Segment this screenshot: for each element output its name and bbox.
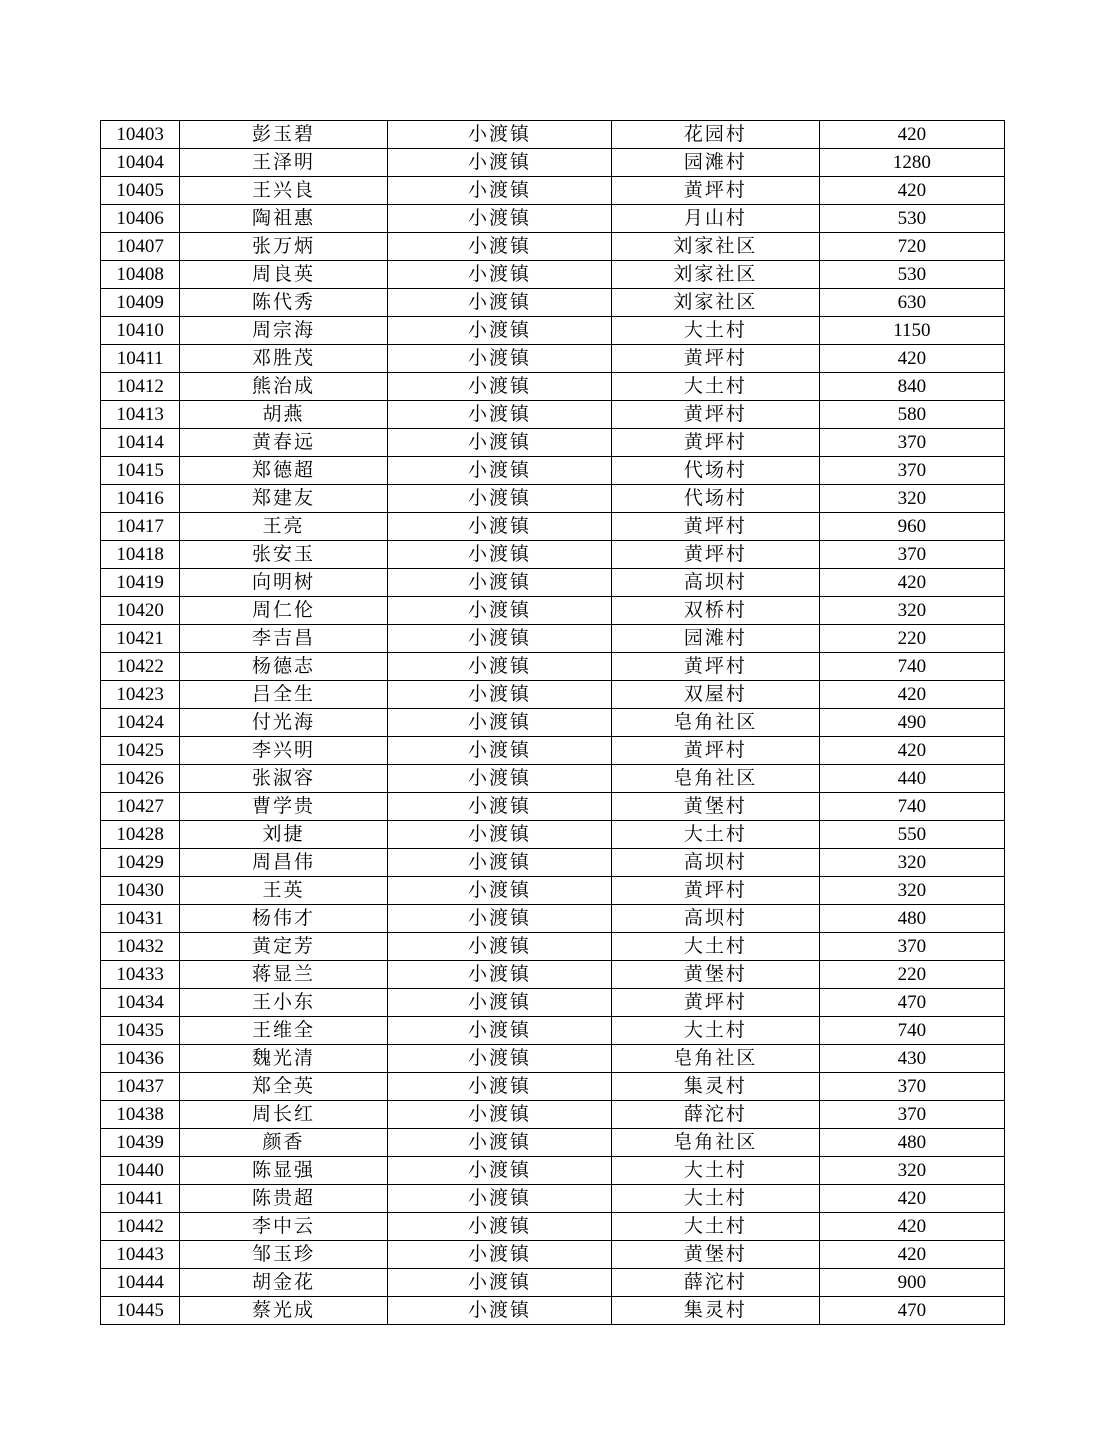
cell-amount: 370 (819, 1073, 1004, 1101)
cell-town: 小渡镇 (387, 933, 611, 961)
cell-name: 杨德志 (180, 653, 388, 681)
cell-village: 黄坪村 (612, 989, 820, 1017)
table-row (101, 1157, 1005, 1185)
cell-id: 10438 (101, 1101, 180, 1129)
cell-village: 黄坪村 (612, 737, 820, 765)
cell-town: 小渡镇 (387, 1185, 611, 1213)
cell-village: 高坝村 (612, 905, 820, 933)
cell-name: 熊治成 (180, 373, 388, 401)
table-row (101, 765, 1005, 793)
cell-town: 小渡镇 (387, 793, 611, 821)
cell-name: 周宗海 (180, 317, 388, 345)
cell-name: 周长红 (180, 1101, 388, 1129)
cell-name: 陶祖惠 (180, 205, 388, 233)
cell-village: 集灵村 (612, 1297, 820, 1325)
table-row (101, 961, 1005, 989)
cell-amount: 440 (819, 765, 1004, 793)
cell-village: 大土村 (612, 1185, 820, 1213)
cell-village: 双桥村 (612, 597, 820, 625)
cell-town: 小渡镇 (387, 149, 611, 177)
cell-id: 10435 (101, 1017, 180, 1045)
cell-id: 10414 (101, 429, 180, 457)
table-row (101, 1017, 1005, 1045)
cell-amount: 320 (819, 485, 1004, 513)
cell-town: 小渡镇 (387, 1157, 611, 1185)
table-row (101, 849, 1005, 877)
cell-id: 10418 (101, 541, 180, 569)
cell-name: 李吉昌 (180, 625, 388, 653)
cell-village: 高坝村 (612, 569, 820, 597)
cell-amount: 320 (819, 1157, 1004, 1185)
cell-amount: 1150 (819, 317, 1004, 345)
cell-village: 大土村 (612, 317, 820, 345)
cell-town: 小渡镇 (387, 401, 611, 429)
cell-name: 付光海 (180, 709, 388, 737)
cell-town: 小渡镇 (387, 737, 611, 765)
cell-town: 小渡镇 (387, 1017, 611, 1045)
table-row (101, 1241, 1005, 1269)
cell-name: 向明树 (180, 569, 388, 597)
table-row (101, 429, 1005, 457)
table-row (101, 625, 1005, 653)
cell-id: 10420 (101, 597, 180, 625)
cell-id: 10404 (101, 149, 180, 177)
table-row (101, 233, 1005, 261)
cell-town: 小渡镇 (387, 317, 611, 345)
cell-amount: 220 (819, 625, 1004, 653)
cell-name: 颜香 (180, 1129, 388, 1157)
cell-town: 小渡镇 (387, 205, 611, 233)
cell-id: 10409 (101, 289, 180, 317)
cell-amount: 470 (819, 989, 1004, 1017)
cell-amount: 550 (819, 821, 1004, 849)
cell-name: 张安玉 (180, 541, 388, 569)
cell-village: 黄坪村 (612, 429, 820, 457)
cell-name: 陈代秀 (180, 289, 388, 317)
cell-id: 10406 (101, 205, 180, 233)
cell-amount: 420 (819, 681, 1004, 709)
cell-id: 10445 (101, 1297, 180, 1325)
cell-village: 代场村 (612, 457, 820, 485)
cell-amount: 370 (819, 541, 1004, 569)
cell-id: 10419 (101, 569, 180, 597)
cell-id: 10444 (101, 1269, 180, 1297)
table-row (101, 457, 1005, 485)
cell-town: 小渡镇 (387, 485, 611, 513)
table-row (101, 177, 1005, 205)
cell-town: 小渡镇 (387, 261, 611, 289)
cell-name: 陈贵超 (180, 1185, 388, 1213)
cell-id: 10413 (101, 401, 180, 429)
cell-id: 10407 (101, 233, 180, 261)
table-row (101, 597, 1005, 625)
cell-village: 黄坪村 (612, 541, 820, 569)
cell-town: 小渡镇 (387, 1241, 611, 1269)
cell-town: 小渡镇 (387, 821, 611, 849)
cell-town: 小渡镇 (387, 457, 611, 485)
cell-name: 吕全生 (180, 681, 388, 709)
cell-name: 王亮 (180, 513, 388, 541)
cell-town: 小渡镇 (387, 177, 611, 205)
cell-amount: 960 (819, 513, 1004, 541)
cell-name: 蔡光成 (180, 1297, 388, 1325)
cell-amount: 320 (819, 597, 1004, 625)
cell-amount: 420 (819, 569, 1004, 597)
cell-amount: 740 (819, 1017, 1004, 1045)
cell-name: 周仁伦 (180, 597, 388, 625)
cell-amount: 420 (819, 1185, 1004, 1213)
cell-amount: 470 (819, 1297, 1004, 1325)
cell-village: 代场村 (612, 485, 820, 513)
cell-amount: 580 (819, 401, 1004, 429)
cell-amount: 420 (819, 1241, 1004, 1269)
cell-id: 10421 (101, 625, 180, 653)
cell-town: 小渡镇 (387, 373, 611, 401)
cell-name: 魏光清 (180, 1045, 388, 1073)
cell-village: 皂角社区 (612, 1045, 820, 1073)
cell-town: 小渡镇 (387, 1045, 611, 1073)
cell-town: 小渡镇 (387, 877, 611, 905)
table-row (101, 1297, 1005, 1325)
cell-village: 大土村 (612, 1017, 820, 1045)
cell-village: 黄坪村 (612, 653, 820, 681)
cell-amount: 420 (819, 1213, 1004, 1241)
cell-id: 10423 (101, 681, 180, 709)
cell-name: 黄定芳 (180, 933, 388, 961)
cell-town: 小渡镇 (387, 653, 611, 681)
cell-village: 大土村 (612, 821, 820, 849)
cell-amount: 370 (819, 457, 1004, 485)
table-row (101, 681, 1005, 709)
cell-amount: 220 (819, 961, 1004, 989)
cell-amount: 370 (819, 1101, 1004, 1129)
cell-town: 小渡镇 (387, 905, 611, 933)
cell-name: 杨伟才 (180, 905, 388, 933)
cell-id: 10426 (101, 765, 180, 793)
cell-name: 彭玉碧 (180, 121, 388, 149)
cell-village: 花园村 (612, 121, 820, 149)
cell-village: 薛沱村 (612, 1269, 820, 1297)
cell-village: 黄堡村 (612, 793, 820, 821)
cell-village: 集灵村 (612, 1073, 820, 1101)
cell-amount: 420 (819, 345, 1004, 373)
cell-id: 10437 (101, 1073, 180, 1101)
cell-id: 10403 (101, 121, 180, 149)
cell-town: 小渡镇 (387, 989, 611, 1017)
cell-amount: 740 (819, 653, 1004, 681)
cell-village: 薛沱村 (612, 1101, 820, 1129)
cell-town: 小渡镇 (387, 1129, 611, 1157)
cell-village: 皂角社区 (612, 709, 820, 737)
table-row (101, 261, 1005, 289)
table-row (101, 485, 1005, 513)
cell-amount: 490 (819, 709, 1004, 737)
cell-id: 10432 (101, 933, 180, 961)
cell-name: 王小东 (180, 989, 388, 1017)
cell-amount: 530 (819, 205, 1004, 233)
table-row (101, 373, 1005, 401)
table-row (101, 933, 1005, 961)
table-row (101, 877, 1005, 905)
cell-village: 刘家社区 (612, 261, 820, 289)
table-row (101, 1185, 1005, 1213)
cell-village: 大土村 (612, 373, 820, 401)
table-row (101, 1045, 1005, 1073)
cell-amount: 370 (819, 429, 1004, 457)
cell-town: 小渡镇 (387, 1213, 611, 1241)
cell-name: 刘捷 (180, 821, 388, 849)
cell-village: 黄坪村 (612, 401, 820, 429)
cell-amount: 530 (819, 261, 1004, 289)
cell-town: 小渡镇 (387, 233, 611, 261)
table-row (101, 1269, 1005, 1297)
table-row (101, 793, 1005, 821)
cell-id: 10434 (101, 989, 180, 1017)
cell-village: 园滩村 (612, 149, 820, 177)
table-row (101, 709, 1005, 737)
cell-amount: 480 (819, 905, 1004, 933)
cell-town: 小渡镇 (387, 765, 611, 793)
cell-town: 小渡镇 (387, 961, 611, 989)
cell-town: 小渡镇 (387, 1297, 611, 1325)
cell-town: 小渡镇 (387, 289, 611, 317)
cell-town: 小渡镇 (387, 625, 611, 653)
cell-amount: 630 (819, 289, 1004, 317)
cell-amount: 430 (819, 1045, 1004, 1073)
cell-id: 10441 (101, 1185, 180, 1213)
cell-town: 小渡镇 (387, 121, 611, 149)
cell-amount: 320 (819, 849, 1004, 877)
table-row (101, 737, 1005, 765)
cell-id: 10425 (101, 737, 180, 765)
cell-name: 李兴明 (180, 737, 388, 765)
cell-id: 10443 (101, 1241, 180, 1269)
cell-name: 郑建友 (180, 485, 388, 513)
cell-amount: 840 (819, 373, 1004, 401)
cell-id: 10428 (101, 821, 180, 849)
cell-village: 黄堡村 (612, 961, 820, 989)
cell-town: 小渡镇 (387, 345, 611, 373)
table-row (101, 1129, 1005, 1157)
table-row (101, 569, 1005, 597)
cell-amount: 420 (819, 121, 1004, 149)
table-row (101, 1213, 1005, 1241)
cell-village: 双屋村 (612, 681, 820, 709)
cell-amount: 1280 (819, 149, 1004, 177)
cell-village: 皂角社区 (612, 1129, 820, 1157)
cell-id: 10431 (101, 905, 180, 933)
cell-village: 大土村 (612, 1157, 820, 1185)
cell-amount: 720 (819, 233, 1004, 261)
cell-name: 王兴良 (180, 177, 388, 205)
cell-name: 张淑容 (180, 765, 388, 793)
cell-village: 皂角社区 (612, 765, 820, 793)
cell-amount: 740 (819, 793, 1004, 821)
cell-name: 王泽明 (180, 149, 388, 177)
table-row (101, 401, 1005, 429)
cell-amount: 420 (819, 737, 1004, 765)
cell-id: 10436 (101, 1045, 180, 1073)
cell-village: 刘家社区 (612, 233, 820, 261)
table-row (101, 541, 1005, 569)
cell-name: 黄春远 (180, 429, 388, 457)
cell-id: 10424 (101, 709, 180, 737)
table-row (101, 289, 1005, 317)
table-row (101, 317, 1005, 345)
cell-name: 王维全 (180, 1017, 388, 1045)
cell-name: 周昌伟 (180, 849, 388, 877)
cell-amount: 420 (819, 177, 1004, 205)
beneficiary-table (100, 120, 1005, 1325)
cell-name: 蒋显兰 (180, 961, 388, 989)
cell-name: 邓胜茂 (180, 345, 388, 373)
cell-id: 10411 (101, 345, 180, 373)
cell-id: 10440 (101, 1157, 180, 1185)
cell-village: 黄堡村 (612, 1241, 820, 1269)
cell-village: 高坝村 (612, 849, 820, 877)
cell-village: 刘家社区 (612, 289, 820, 317)
cell-town: 小渡镇 (387, 1269, 611, 1297)
cell-village: 黄坪村 (612, 513, 820, 541)
cell-village: 黄坪村 (612, 177, 820, 205)
cell-id: 10416 (101, 485, 180, 513)
cell-amount: 370 (819, 933, 1004, 961)
cell-town: 小渡镇 (387, 709, 611, 737)
cell-village: 黄坪村 (612, 345, 820, 373)
cell-name: 胡金花 (180, 1269, 388, 1297)
cell-town: 小渡镇 (387, 513, 611, 541)
cell-village: 园滩村 (612, 625, 820, 653)
cell-id: 10439 (101, 1129, 180, 1157)
table-row (101, 1073, 1005, 1101)
cell-name: 周良英 (180, 261, 388, 289)
cell-id: 10429 (101, 849, 180, 877)
cell-name: 李中云 (180, 1213, 388, 1241)
table-row (101, 905, 1005, 933)
cell-id: 10430 (101, 877, 180, 905)
table-row (101, 121, 1005, 149)
cell-town: 小渡镇 (387, 1073, 611, 1101)
cell-id: 10415 (101, 457, 180, 485)
cell-village: 黄坪村 (612, 877, 820, 905)
cell-name: 张万炳 (180, 233, 388, 261)
cell-village: 大土村 (612, 933, 820, 961)
cell-name: 陈显强 (180, 1157, 388, 1185)
cell-id: 10412 (101, 373, 180, 401)
cell-village: 大土村 (612, 1213, 820, 1241)
cell-id: 10417 (101, 513, 180, 541)
table-row (101, 821, 1005, 849)
cell-town: 小渡镇 (387, 569, 611, 597)
cell-id: 10422 (101, 653, 180, 681)
cell-name: 郑全英 (180, 1073, 388, 1101)
cell-id: 10408 (101, 261, 180, 289)
cell-town: 小渡镇 (387, 1101, 611, 1129)
cell-name: 王英 (180, 877, 388, 905)
cell-id: 10405 (101, 177, 180, 205)
cell-name: 胡燕 (180, 401, 388, 429)
table-body (101, 121, 1005, 1325)
cell-amount: 480 (819, 1129, 1004, 1157)
cell-village: 月山村 (612, 205, 820, 233)
cell-id: 10410 (101, 317, 180, 345)
cell-town: 小渡镇 (387, 541, 611, 569)
cell-id: 10433 (101, 961, 180, 989)
table-row (101, 653, 1005, 681)
cell-town: 小渡镇 (387, 429, 611, 457)
table-row (101, 205, 1005, 233)
cell-amount: 320 (819, 877, 1004, 905)
cell-amount: 900 (819, 1269, 1004, 1297)
cell-town: 小渡镇 (387, 681, 611, 709)
cell-id: 10442 (101, 1213, 180, 1241)
cell-id: 10427 (101, 793, 180, 821)
table-row (101, 149, 1005, 177)
table-row (101, 345, 1005, 373)
table-row (101, 1101, 1005, 1129)
cell-town: 小渡镇 (387, 597, 611, 625)
cell-name: 曹学贵 (180, 793, 388, 821)
table-row (101, 989, 1005, 1017)
cell-name: 郑德超 (180, 457, 388, 485)
table-row (101, 513, 1005, 541)
cell-name: 邹玉珍 (180, 1241, 388, 1269)
cell-town: 小渡镇 (387, 849, 611, 877)
